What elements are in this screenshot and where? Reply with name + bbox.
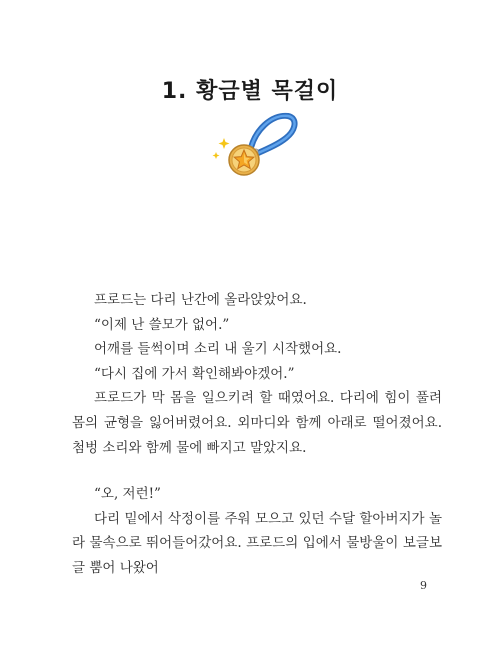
paragraph: “오, 저런!” — [94, 486, 161, 503]
paragraph: “다시 집에 가서 확인해봐야겠어.” — [94, 365, 295, 382]
paragraph: 프로드가 막 몸을 일으키려 할 때였어요. 다리에 힘이 풀려 몸의 균형을 잃어버렸어요. 외마디와 함께 아래로 떨어졌어요. 첨벙 소리와 함께 물에 빠지고 말았지요. — [72, 390, 442, 456]
page-number: 9 — [420, 579, 427, 592]
body-text — [72, 288, 442, 581]
paragraph: 프로드는 다리 난간에 올라앉았어요. — [94, 292, 307, 308]
paragraph: “이제 난 쓸모가 없어.” — [94, 316, 230, 333]
paragraph: 다리 밑에서 삭정이를 주워 모으고 있던 수달 할아버지가 놀라 물속으로 뛰어들어갔어요. 프로드의 입에서 물방울이 보글보글 뿜어 나왔어 — [72, 510, 442, 576]
paragraph: 어깨를 들썩이며 소리 내 울기 시작했어요. — [94, 341, 342, 358]
star-medal-icon — [210, 108, 300, 180]
chapter-title: 1. 황금별 목걸이 — [161, 79, 339, 104]
